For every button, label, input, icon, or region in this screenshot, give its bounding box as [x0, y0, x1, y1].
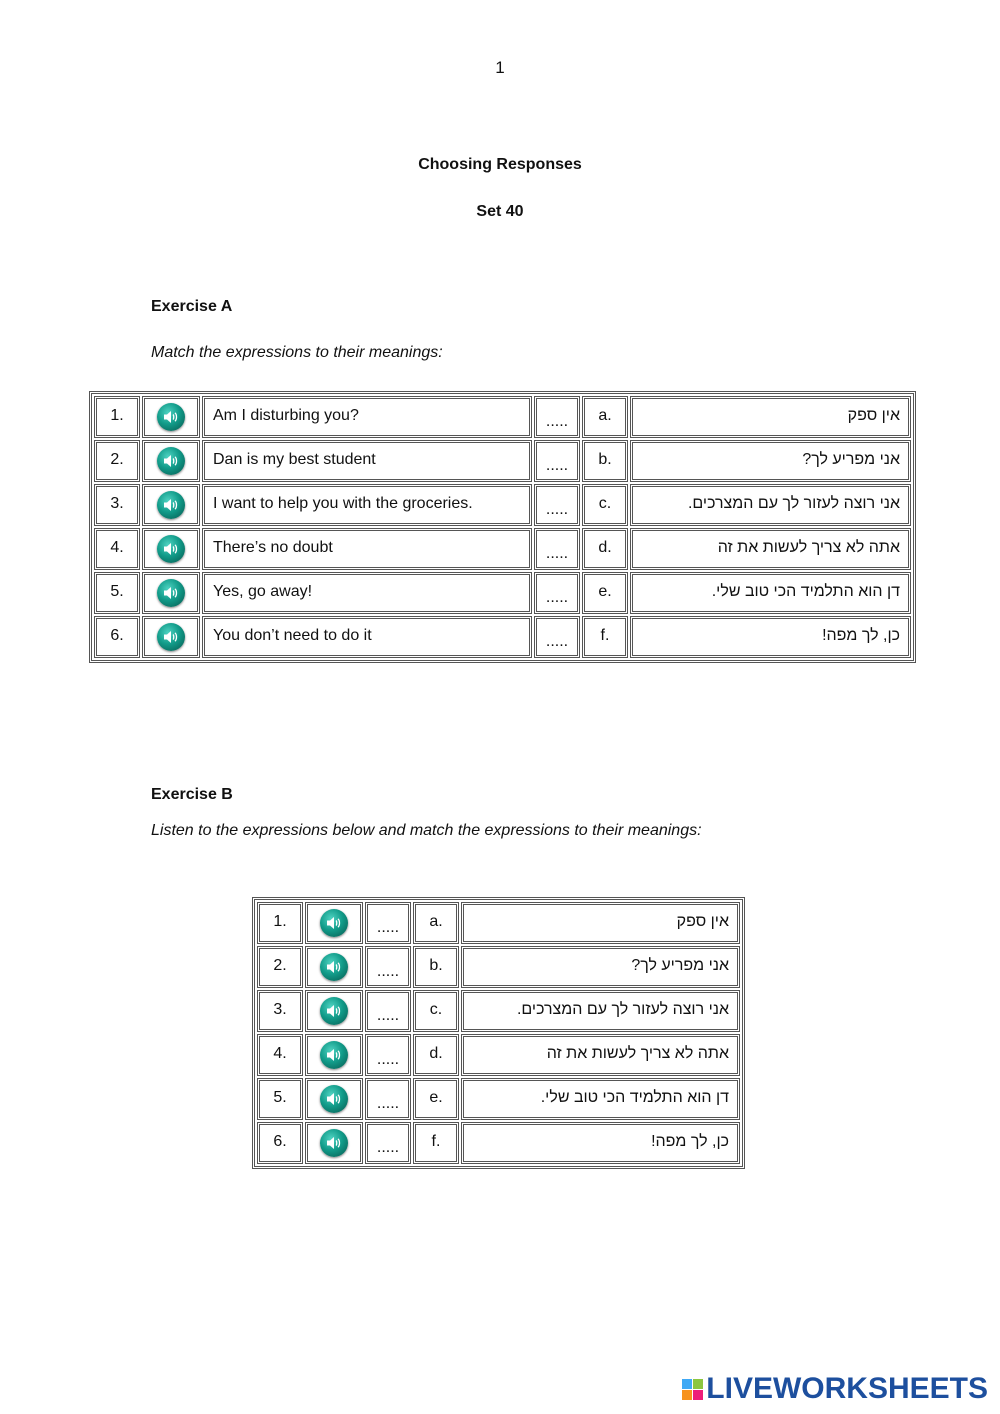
option-letter: c.: [582, 484, 628, 526]
audio-cell: [142, 440, 200, 482]
speaker-icon[interactable]: [320, 1085, 348, 1113]
hebrew-meaning: אתה לא צריך לעשות את זה: [461, 1034, 740, 1076]
speaker-icon[interactable]: [157, 579, 185, 607]
table-row: [94, 528, 911, 570]
answer-blank[interactable]: .....: [365, 990, 411, 1032]
answer-blank[interactable]: .....: [534, 616, 580, 658]
option-letter: d.: [413, 1034, 459, 1076]
hebrew-meaning: אני רוצה לעזור לך עם המצרכים.: [630, 484, 911, 526]
option-letter: e.: [413, 1078, 459, 1120]
option-letter: b.: [413, 946, 459, 988]
answer-blank[interactable]: .....: [534, 572, 580, 614]
exercise-a-heading: Exercise A: [151, 298, 233, 315]
english-expression: I want to help you with the groceries.: [202, 484, 532, 526]
liveworksheets-logo: [682, 1372, 988, 1406]
set-label: Set 40: [476, 203, 524, 220]
hebrew-meaning: אני מפריע לך?: [630, 440, 911, 482]
english-expression: There’s no doubt: [202, 528, 532, 570]
english-expression: Dan is my best student: [202, 440, 532, 482]
page-title: Choosing Responses: [418, 156, 582, 173]
exercise-a-table: [89, 391, 916, 663]
audio-cell: [142, 572, 200, 614]
answer-blank[interactable]: .....: [534, 396, 580, 438]
option-letter: c.: [413, 990, 459, 1032]
table-row: [94, 484, 911, 526]
audio-cell: [142, 616, 200, 658]
audio-cell: [305, 1078, 363, 1120]
exercise-b-instruction: Listen to the expressions below and match the expressions to their meanings:: [151, 822, 702, 839]
speaker-icon[interactable]: [320, 997, 348, 1025]
audio-cell: [142, 396, 200, 438]
row-number: 4.: [94, 528, 140, 570]
hebrew-meaning: אני רוצה לעזור לך עם המצרכים.: [461, 990, 740, 1032]
english-expression: Yes, go away!: [202, 572, 532, 614]
answer-blank[interactable]: .....: [365, 1122, 411, 1164]
answer-blank[interactable]: .....: [365, 946, 411, 988]
table-row: [257, 902, 740, 944]
row-number: 4.: [257, 1034, 303, 1076]
table-row: [257, 1122, 740, 1164]
hebrew-meaning: אתה לא צריך לעשות את זה: [630, 528, 911, 570]
row-number: 6.: [94, 616, 140, 658]
speaker-icon[interactable]: [157, 623, 185, 651]
speaker-icon[interactable]: [157, 491, 185, 519]
logo-mark-icon: [682, 1379, 703, 1400]
table-row: [257, 1034, 740, 1076]
row-number: 5.: [257, 1078, 303, 1120]
table-row: [94, 396, 911, 438]
row-number: 3.: [257, 990, 303, 1032]
logo-text: LIVEWORKSHEETS: [706, 1372, 988, 1405]
speaker-icon[interactable]: [320, 1041, 348, 1069]
speaker-icon[interactable]: [320, 909, 348, 937]
table-row: [94, 440, 911, 482]
speaker-icon[interactable]: [320, 953, 348, 981]
row-number: 1.: [257, 902, 303, 944]
english-expression: You don’t need to do it: [202, 616, 532, 658]
option-letter: e.: [582, 572, 628, 614]
audio-cell: [305, 902, 363, 944]
row-number: 2.: [94, 440, 140, 482]
hebrew-meaning: אני מפריע לך?: [461, 946, 740, 988]
hebrew-meaning: אין ספק: [630, 396, 911, 438]
hebrew-meaning: דן הוא התלמיד הכי טוב שלי.: [630, 572, 911, 614]
audio-cell: [142, 484, 200, 526]
answer-blank[interactable]: .....: [365, 1034, 411, 1076]
audio-cell: [305, 990, 363, 1032]
answer-blank[interactable]: .....: [365, 902, 411, 944]
hebrew-meaning: כן, לך מפה!: [630, 616, 911, 658]
audio-cell: [142, 528, 200, 570]
hebrew-meaning: דן הוא התלמיד הכי טוב שלי.: [461, 1078, 740, 1120]
row-number: 5.: [94, 572, 140, 614]
option-letter: d.: [582, 528, 628, 570]
option-letter: a.: [582, 396, 628, 438]
exercise-b-heading: Exercise B: [151, 786, 233, 803]
row-number: 3.: [94, 484, 140, 526]
answer-blank[interactable]: .....: [365, 1078, 411, 1120]
english-expression: Am I disturbing you?: [202, 396, 532, 438]
row-number: 2.: [257, 946, 303, 988]
option-letter: f.: [582, 616, 628, 658]
exercise-a-instruction: Match the expressions to their meanings:: [151, 344, 443, 361]
speaker-icon[interactable]: [157, 447, 185, 475]
speaker-icon[interactable]: [320, 1129, 348, 1157]
speaker-icon[interactable]: [157, 535, 185, 563]
audio-cell: [305, 946, 363, 988]
option-letter: a.: [413, 902, 459, 944]
table-row: [94, 616, 911, 658]
audio-cell: [305, 1034, 363, 1076]
answer-blank[interactable]: .....: [534, 440, 580, 482]
option-letter: b.: [582, 440, 628, 482]
speaker-icon[interactable]: [157, 403, 185, 431]
hebrew-meaning: אין ספק: [461, 902, 740, 944]
answer-blank[interactable]: .....: [534, 528, 580, 570]
table-row: [257, 946, 740, 988]
answer-blank[interactable]: .....: [534, 484, 580, 526]
page-number: 1: [495, 58, 505, 77]
table-row: [257, 1078, 740, 1120]
exercise-b-table: [252, 897, 745, 1169]
option-letter: f.: [413, 1122, 459, 1164]
table-row: [257, 990, 740, 1032]
row-number: 1.: [94, 396, 140, 438]
row-number: 6.: [257, 1122, 303, 1164]
audio-cell: [305, 1122, 363, 1164]
table-row: [94, 572, 911, 614]
hebrew-meaning: כן, לך מפה!: [461, 1122, 740, 1164]
